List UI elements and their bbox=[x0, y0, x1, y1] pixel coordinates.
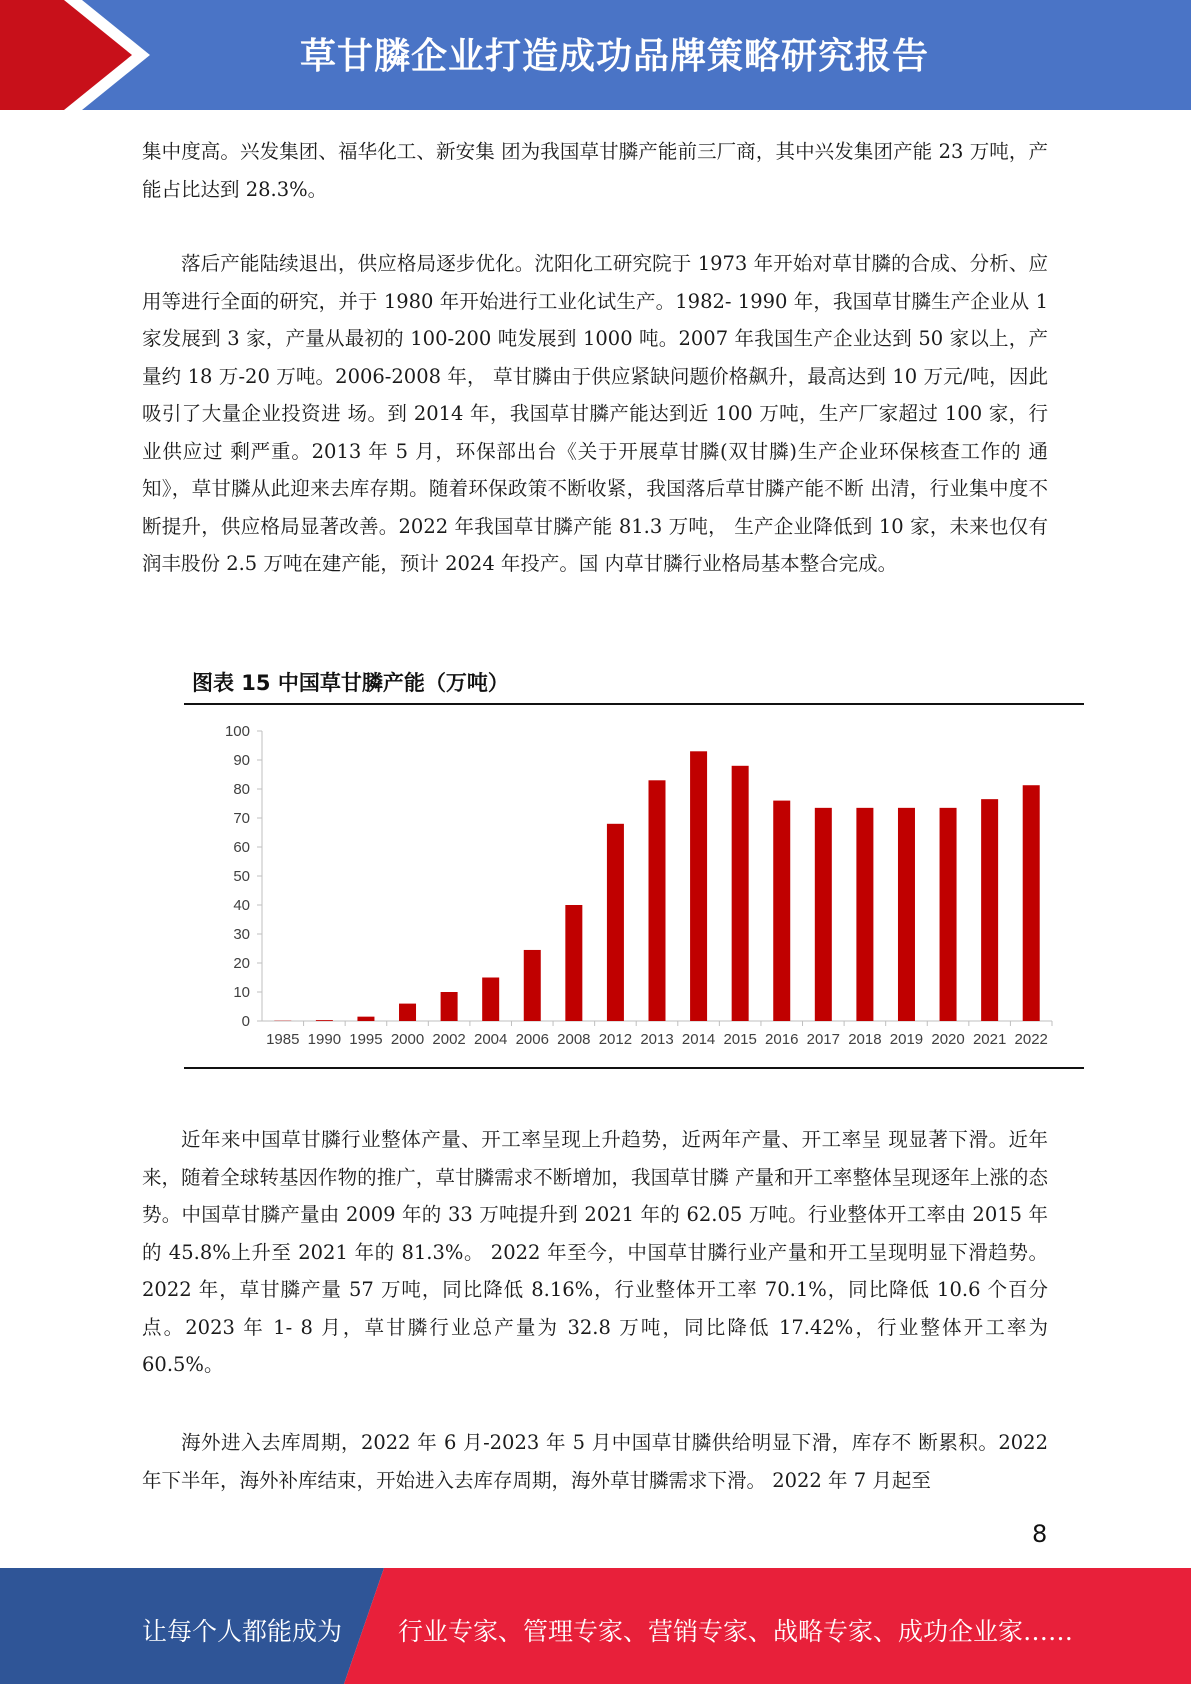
x-tick-label-2021: 2021 bbox=[972, 1031, 1007, 1048]
bar-2000 bbox=[399, 1004, 416, 1021]
bar-2021 bbox=[981, 799, 998, 1021]
footer-slogan-left: 让每个人都能成为 bbox=[142, 1617, 343, 1646]
bar-2019 bbox=[898, 808, 915, 1021]
paragraph-1: 集中度高。兴发集团、福华化工、新安集 团为我国草甘膦产能前三厂商，其中兴发集团产能 23 万吨，产能占比达到 28.3%。 bbox=[142, 140, 1048, 201]
page-number: 8 bbox=[1032, 1520, 1048, 1548]
header-bar bbox=[0, 0, 1191, 110]
x-tick-label-2000: 2000 bbox=[390, 1031, 425, 1048]
x-tick-label-2016: 2016 bbox=[765, 1031, 799, 1048]
x-tick-label-2017: 2017 bbox=[806, 1031, 841, 1048]
y-tick-label: 100 bbox=[224, 723, 250, 740]
y-tick-label: 20 bbox=[233, 955, 250, 972]
x-tick-label-2002: 2002 bbox=[432, 1031, 466, 1048]
bar-2002 bbox=[441, 992, 458, 1021]
y-tick-label: 50 bbox=[233, 868, 250, 885]
header-arrow-decoration bbox=[0, 0, 160, 110]
y-tick-label: 10 bbox=[233, 984, 250, 1001]
x-tick-label-2013: 2013 bbox=[640, 1031, 674, 1048]
x-tick-label-2015: 2015 bbox=[723, 1031, 757, 1048]
chart-bottom-rule bbox=[184, 1067, 1084, 1069]
y-tick-label: 30 bbox=[233, 926, 250, 943]
capacity-bar-chart bbox=[184, 708, 1084, 1063]
y-tick-label: 0 bbox=[241, 1013, 250, 1030]
bar-2018 bbox=[856, 808, 873, 1021]
x-tick-label-2019: 2019 bbox=[889, 1031, 924, 1048]
chart-title: 图表 15 中国草甘膦产能（万吨） bbox=[192, 671, 509, 695]
x-tick-label-2022: 2022 bbox=[1014, 1031, 1048, 1048]
bar-2020 bbox=[940, 808, 957, 1021]
bar-2008 bbox=[565, 905, 582, 1021]
x-tick-label-2012: 2012 bbox=[598, 1031, 633, 1048]
bar-1995 bbox=[357, 1017, 374, 1021]
bar-2022 bbox=[1023, 785, 1040, 1021]
bar-2006 bbox=[524, 950, 541, 1021]
bar-1990 bbox=[316, 1020, 333, 1021]
footer-slogan-right: 行业专家、管理专家、营销专家、战略专家、成功企业家…… bbox=[398, 1617, 1074, 1646]
bar-2012 bbox=[607, 824, 624, 1021]
bar-2014 bbox=[690, 751, 707, 1021]
footer-banner bbox=[0, 1568, 1191, 1684]
x-tick-label-2018: 2018 bbox=[848, 1031, 882, 1048]
x-tick-label-2004: 2004 bbox=[473, 1031, 508, 1048]
report-title: 草甘膦企业打造成功品牌策略研究报告 bbox=[300, 36, 930, 77]
y-tick-label: 70 bbox=[233, 810, 250, 827]
bar-2004 bbox=[482, 978, 499, 1022]
x-tick-label-1985: 1985 bbox=[266, 1031, 300, 1048]
bar-2017 bbox=[815, 808, 832, 1021]
paragraph-3: 近年来中国草甘膦行业整体产量、开工率呈现上升趋势，近两年产量、开工率呈 现显著下滑。近年来，随着全球转基因作物的推广，草甘膦需求不断增加，我国草甘膦 产量和开工率整体呈现逐年上涨的态势。中国草甘膦产量由 2009 年的 33 万吨提升到 2021 年的 62.05 万吨。行业整体开工率由 2015 年的 45.8%上升至 2021 年的 81.3%。 2022 年至今，中国草甘膦行业产量和开工呈现明显下滑趋势。2022 年，草甘膦产量 57 万吨，同比降低 8.16%，行业整体开工率 70.1%，同比降低 10.6 个百分点。2023 年 1- 8 月，草甘膦行业总产量为 32.8 万吨，同比降低 17.42%，行业整体开工率为 60.5%。 bbox=[142, 1128, 1048, 1376]
paragraph-2: 落后产能陆续退出，供应格局逐步优化。沈阳化工研究院于 1973 年开始对草甘膦的合成、分析、应用等进行全面的研究，并于 1980 年开始进行工业化试生产。1982- 1990 年，我国草甘膦生产企业从 1 家发展到 3 家，产量从最初的 100-200 吨发展到 1000 吨。2007 年我国生产企业达到 50 家以上，产量约 18 万-20 万吨。2006-2008 年， 草甘膦由于供应紧缺问题价格飙升，最高达到 10 万元/吨，因此吸引了大量企业投资进 场。到 2014 年，我国草甘膦产能达到近 100 万吨，生产厂家超过 100 家，行业供应过 剩严重。2013 年 5 月，环保部出台《关于开展草甘膦(双甘膦)生产企业环保核查工作的 通知》，草甘膦从此迎来去库存期。随着环保政策不断收紧，我国落后草甘膦产能不断 出清，行业集中度不断提升，供应格局显著改善。2022 年我国草甘膦产能 81.3 万吨， 生产企业降低到 10 家，未来也仅有润丰股份 2.5 万吨在建产能，预计 2024 年投产。国 内草甘膦行业格局基本整合完成。 bbox=[142, 252, 1048, 575]
paragraph-4: 海外进入去库周期，2022 年 6 月-2023 年 5 月中国草甘膦供给明显下滑，库存不 断累积。2022 年下半年，海外补库结束，开始进入去库存周期，海外草甘膦需求下滑。 2022 年 7 月起至 bbox=[142, 1431, 1048, 1492]
x-tick-label-1995: 1995 bbox=[349, 1031, 383, 1048]
y-tick-label: 40 bbox=[233, 897, 250, 914]
chart-top-rule bbox=[184, 703, 1084, 705]
y-tick-label: 90 bbox=[233, 752, 250, 769]
x-tick-label-2008: 2008 bbox=[557, 1031, 591, 1048]
bar-2016 bbox=[773, 801, 790, 1021]
bar-2015 bbox=[732, 766, 749, 1021]
bar-2013 bbox=[649, 780, 666, 1021]
x-tick-label-2006: 2006 bbox=[515, 1031, 549, 1048]
y-tick-label: 60 bbox=[233, 839, 250, 856]
x-tick-label-2020: 2020 bbox=[931, 1031, 965, 1048]
x-tick-label-1990: 1990 bbox=[307, 1031, 342, 1048]
y-tick-label: 80 bbox=[233, 781, 250, 798]
x-tick-label-2014: 2014 bbox=[681, 1031, 716, 1048]
